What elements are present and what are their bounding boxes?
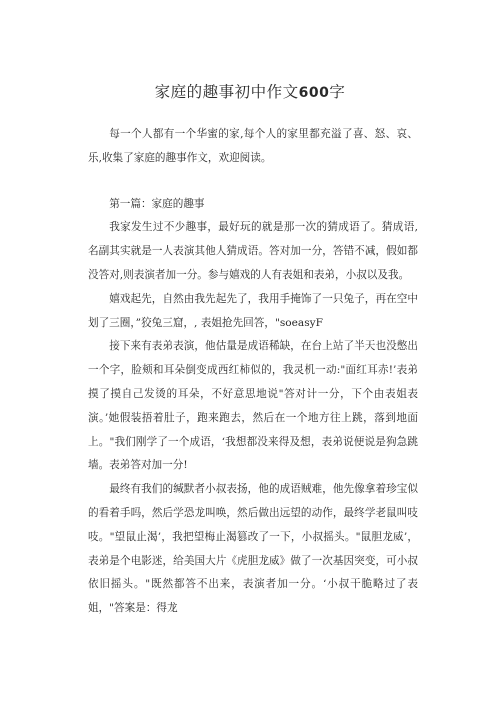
article-body: [88, 123, 418, 621]
intro-paragraph: 每一个人都有一个华蜜的家,每个人的家里都充溢了喜、怒、哀、乐,收集了家庭的趣事作文，欢迎阅读。: [88, 128, 418, 164]
page-title: [0, 80, 500, 102]
title-number: 600: [298, 85, 330, 101]
body-paragraph: 我家发生过不少趣事，最好玩的就是那一次的猜成语了。猜成语,名副其实就是一人表演其他人猜成语。答对加一分，答错不减，假如都没答对,则表演者加一分。参与嬉戏的人有表姐和表弟，小叔以及我。: [88, 221, 418, 281]
spacer: [88, 171, 418, 193]
body-paragraph: 嬉戏起先，自然由我先起先了，我用手掩饰了一只兔子，再在空中划了三圈，”狡兔三窟，, 表姐抢先回答，"soeasyF: [88, 292, 418, 329]
title-text: 家庭的趣事初中作文: [154, 83, 299, 101]
section-heading: 第一篇：家庭的趣事: [109, 197, 205, 210]
body-paragraph: 接下来有表弟表演，他估量是成语稀缺，在台上站了半天也没憋出一个字，脸颊和耳朵倒变成西红柿似的，我灵机一动:"面红耳赤!’表弟摸了摸自己发烫的耳朵，不好意思地说"答对计一分，下个由表姐表演。’她假装捂着肚子，跑来跑去，然后在一个地方往上跳，落到地面上。"我们刚学了一个成语，‘我想都没来得及想，表弟说便说是狗急跳墙。表弟答对加一分!: [88, 340, 418, 472]
title-suffix: 字: [329, 83, 346, 101]
body-paragraph: 最终有我们的缄默者小叔表扬，他的成语贼难，他先像拿着珍宝似的看着手吗，然后学恐龙叫唤，然后做出远望的动作，最终学老鼠叫吱吱。"望鼠止渴’，我把望梅止渴篡改了一下，小叔摇头。"鼠胆龙威’，表弟是个电影迷，给美国大片《虎胆龙威》做了一次基因突变，可小叔依旧摇头。"既然都答不出来，表演者加一分。‘小叔干脆略过了表姐，"答案是：得龙: [88, 483, 418, 615]
